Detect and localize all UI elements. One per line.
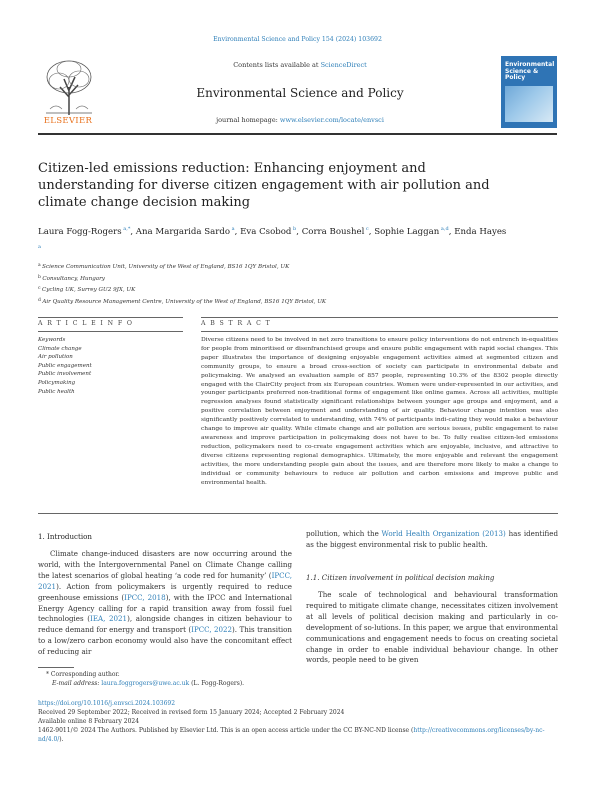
journal-citation-line[interactable]: Environmental Science and Policy 154 (2024) 103692	[213, 36, 382, 43]
contents-availability	[110, 61, 490, 69]
license-link[interactable]: http://creativecommons.org/licenses/by-nc-nd/4.0/	[38, 727, 545, 743]
citation-link[interactable]: IPCC, 2018	[124, 592, 166, 602]
section-1-1-heading: 1.1. Citizen involvement in political decision making	[306, 573, 495, 582]
author-name[interactable]: Enda Hayes	[454, 227, 507, 237]
keywords-list	[38, 345, 168, 397]
contents-prefix: Contents lists available at	[233, 61, 321, 69]
affiliation-line: $^c$ Cycling UK, Surrey GU2 9JX, UK	[38, 286, 136, 294]
keyword: Public involvement	[38, 371, 92, 378]
article-info-heading: A R T I C L E I N F O	[38, 320, 134, 327]
license-prefix: 1462-9011/© 2024 The Authors. Published by Elsevier Ltd. This is an open access article under the CC BY-NC-ND license (	[38, 727, 414, 734]
citation-link[interactable]: IPCC, 2021	[38, 570, 292, 591]
abstract-rule	[201, 331, 558, 332]
homepage-prefix: journal homepage:	[216, 116, 280, 124]
email-suffix: (L. Fogg-Rogers).	[189, 679, 245, 687]
author-affiliation-marker[interactable]: b	[291, 226, 297, 232]
author-name[interactable]: Eva Csobod	[240, 227, 292, 237]
sciencedirect-link[interactable]: ScienceDirect	[320, 61, 367, 69]
section-1-heading: 1. Introduction	[38, 532, 92, 541]
received-dates: Received 29 September 2022; Received in revised form 15 January 2024; Accepted 2 February 2024	[38, 709, 345, 716]
citation-link[interactable]: IPCC, 2022	[191, 625, 233, 635]
elsevier-tree-icon	[42, 57, 96, 115]
keyword: Air pollution	[38, 354, 73, 361]
abstract-heading: A B S T R A C T	[201, 320, 272, 327]
footnote-label: Corresponding author.	[50, 671, 120, 678]
cover-title: Environmental Science & Policy	[505, 61, 555, 81]
body-text: pollution, which the	[306, 529, 382, 538]
journal-homepage	[110, 116, 490, 124]
affiliation-line: $^a$ Science Communication Unit, University of the West of England, BS16 1QY Bristol, UK	[38, 263, 290, 270]
footnote-marker: *	[46, 671, 49, 678]
body-text: Climate change-induced disasters are now occurring around the world, with the Intergovernmental Panel on Climate Change calling the latest scenarios of global heating ‘a code red for humanity’ (	[38, 549, 292, 580]
keywords-label: Keywords	[38, 337, 66, 343]
doi-link[interactable]: https://doi.org/10.1016/j.envsci.2024.103692	[38, 700, 176, 707]
footnote-rule	[38, 667, 74, 668]
article-title: Citizen-led emissions reduction: Enhancing enjoyment and understanding for diverse citizen engagement with air pollution and climate change decision making	[38, 161, 490, 210]
keywords-block	[38, 336, 168, 396]
citation-link[interactable]: World Health Organization (2013)	[381, 529, 506, 538]
abstract-bottom-rule	[38, 513, 558, 514]
available-online: Available online 8 February 2024	[38, 718, 140, 725]
author-list: Laura Fogg-Rogers $^{a,*}$, Ana Margarida Sardo $^a$, Eva Csobod $^b$, Corra Boushel $^c$, Sophie Laggan $^{a,d}$, Enda Hayes $^a$	[38, 226, 507, 250]
affiliations	[38, 261, 508, 307]
license-statement	[38, 726, 558, 744]
license-suffix: ).	[59, 736, 64, 743]
keyword: Climate change	[38, 345, 82, 352]
keyword: Public engagement	[38, 362, 92, 369]
homepage-link[interactable]: www.elsevier.com/locate/envsci	[279, 116, 384, 124]
author-name[interactable]: Ana Margarida Sardo	[135, 227, 231, 237]
affiliation-line: $^b$ Consultancy, Hungary	[38, 274, 105, 282]
email-link[interactable]: laura.foggrogers@uwe.ac.uk	[101, 679, 190, 687]
header-rule	[38, 133, 557, 135]
cover-picture	[505, 86, 553, 122]
bottom-matter	[38, 699, 558, 744]
article-info-rule	[38, 331, 183, 332]
elsevier-wordmark: ELSEVIER	[43, 116, 93, 126]
author-affiliation-marker[interactable]: a	[230, 226, 235, 232]
author-affiliation-marker[interactable]: a	[38, 244, 41, 250]
abstract-rule-top	[201, 317, 558, 318]
intro-paragraph	[38, 549, 292, 658]
affiliation-line: $^d$ Air Quality Resource Management Centre, University of the West of England, BS16 1QY Bristol, UK	[38, 297, 327, 305]
author-name[interactable]: Corra Boushel	[301, 227, 365, 237]
author-affiliation-marker[interactable]: a,*	[121, 226, 131, 232]
author-name[interactable]: Sophie Laggan	[374, 227, 440, 237]
journal-cover-image	[501, 56, 557, 128]
body-text: has identified as the biggest environmental risk to public health.	[306, 529, 558, 549]
citation-link[interactable]: IEA, 2021	[90, 614, 128, 624]
elsevier-logo	[38, 57, 98, 125]
abstract-text: Diverse citizens need to be involved in net zero transitions to ensure policy interventions do not entrench in-equalities for people from minoritised or disenfranchised groups and ensure public engagement with rapid social changes. This paper illustrates the importance of designing enjoyable engagement activities aimed at segmented citizen and community groups, to ensure a broad cross-section of society can participate in environmental debate and policymaking. We analysed an evaluation sample of 857 people, representing 10.3% of the 8302 people directly engaged with the ClairCity project from six European countries. Women were under-represented in our activities, and younger participants preferred non-traditional forms of engagement like online games. Across all activities, multiple regression analyses found statistically significant relationships between younger age groups and enjoyment, and a positive correlation between enjoyment and understanding of air quality. Behaviour change intention was also significantly positively correlated to understanding, with 74% of participants indi-cating they would make a behaviour change to improve air quality. While climate change and air pollution are serious issues, public engagement to raise awareness and improve participation in policymaking does not have to be. To fully realise citizen-led emissions reduction, policymakers need to co-create engagement activities which are enjoyable, inclusive, and attractive to diverse citizens representing regional demographics. Ultimately, the more enjoyable and relevant the engagement activities, the more understanding people gain about the issues, and are therefore more likely to make a change to individual or community behaviours to reduce air pollution and carbon emissions and improve public and environmental health.	[201, 337, 558, 486]
author-name[interactable]: Laura Fogg-Rogers	[38, 227, 122, 237]
journal-title: Environmental Science and Policy	[196, 86, 404, 100]
body-text: ), with the IPCC and International Energy Agency calling for a rapid transition away from fossil fuel technologies (	[38, 592, 292, 624]
footnote	[46, 671, 346, 689]
email-label: E-mail address:	[52, 679, 102, 687]
author-affiliation-marker[interactable]: a,d	[439, 226, 449, 232]
article-info-rule-top	[38, 317, 183, 318]
keyword: Public health	[38, 388, 75, 395]
intro-paragraph-continued	[306, 529, 558, 551]
body-text: ). Action from policymakers is urgently required to reduce greenhouse emissions (	[38, 581, 292, 602]
body-text: ), alongside changes in citizen behaviour to reduce demand for energy and transport (	[38, 614, 293, 635]
author-affiliation-marker[interactable]: c	[364, 226, 369, 232]
section-1-1-paragraph: The scale of technological and behavioural transformation required to mitigate climate change, necessitates citizen involvement at all levels of political decision making and particularly in co-development of so-lutions. In this paper, we argue that environmental communications and engagement needs to focus on creating societal change in order to enable individual behaviour change. In other words, people need to be given	[306, 590, 558, 665]
body-text: ). This transition to a low/zero carbon economy would also have the concomitant effect of reducing air	[38, 625, 292, 657]
keyword: Policymaking	[38, 379, 76, 386]
